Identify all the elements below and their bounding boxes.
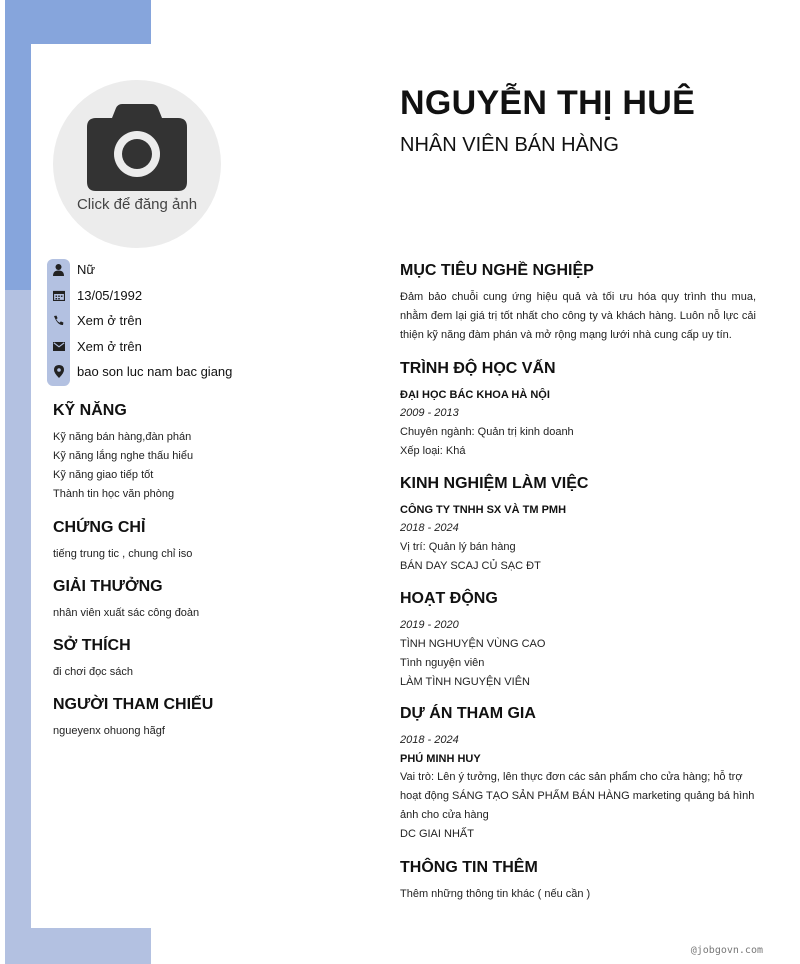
calendar-icon (47, 290, 70, 301)
project-role: Vai trò: Lên ý tưởng, lên thực đơn các sản phẩm cho cửa hàng; hỗ trợ hoạt động SÁNG TẠO SẢN PHẨM BÁN HÀNG marketing quảng bá hình ảnh cho cửa hàng (400, 771, 755, 821)
skill-item: Kỹ năng bán hàng,đàn phán (53, 431, 192, 443)
school-name: ĐẠI HỌC BÁC KHOA HÀ NỘI (400, 389, 550, 401)
email-value: Xem ở trên (77, 339, 142, 354)
contact-birthday (47, 283, 142, 308)
location-pin-icon (47, 365, 70, 378)
reference-item: ngueyenx ohuong hãgf (53, 725, 165, 737)
contact-address (47, 359, 232, 384)
activities-section (400, 590, 756, 692)
activity-desc: LÀM TÌNH NGUYỆN VIÊN (400, 676, 530, 688)
person-icon (47, 264, 70, 276)
certificate-item: tiếng trung tic , chung chỉ iso (53, 548, 193, 560)
objective-section (400, 262, 756, 345)
phone-value: Xem ở trên (77, 313, 142, 328)
watermark: @jobgovn.com (690, 945, 763, 956)
objective-text: Đảm bảo chuỗi cung ứng hiệu quả và tối ưu hóa quy trình thu mua, nhằm đem lại giá trị tốt nhất cho công ty và khách hàng. Luôn nỗ lực cải thiện kỹ năng đàm phán và mở rộng mạng lưới nhà cung cấp uy tín. (400, 291, 756, 341)
skills-section (53, 402, 373, 504)
projects-section (400, 705, 756, 844)
contact-gender (47, 257, 95, 282)
projects-title: DỰ ÁN THAM GIA (400, 705, 536, 722)
education-grade: Xếp loại: Khá (400, 445, 466, 457)
contact-email (47, 334, 142, 359)
experience-title: KINH NGHIỆM LÀM VIỆC (400, 475, 589, 492)
skill-item: Thành tin học văn phòng (53, 488, 175, 500)
awards-title: GIẢI THƯỞNG (53, 578, 163, 595)
gender-value: Nữ (77, 262, 96, 277)
extra-info-title: THÔNG TIN THÊM (400, 859, 538, 876)
certificates-section (53, 519, 373, 564)
candidate-position: NHÂN VIÊN BÁN HÀNG (400, 134, 619, 156)
hobbies-title: SỞ THÍCH (53, 637, 131, 654)
skill-item: Kỹ năng giao tiếp tốt (53, 469, 154, 481)
objective-title: MỤC TIÊU NGHỀ NGHIỆP (400, 262, 594, 279)
references-title: NGƯỜI THAM CHIẾU (53, 696, 214, 713)
experience-role: Vị trí: Quản lý bán hàng (400, 541, 516, 553)
birthday-value: 13/05/1992 (77, 288, 143, 303)
education-period: 2009 - 2013 (400, 407, 459, 419)
activity-period: 2019 - 2020 (400, 619, 459, 631)
references-section (53, 696, 373, 741)
company-name: CÔNG TY TNHH SX VÀ TM PMH (400, 504, 567, 516)
extra-info-section (400, 859, 756, 904)
candidate-name: NGUYỄN THỊ HUÊ (400, 84, 696, 122)
activities-title: HOẠT ĐỘNG (400, 590, 498, 607)
experience-section (400, 475, 756, 576)
project-result: DC GIAI NHẤT (400, 828, 474, 840)
address-value: bao son luc nam bac giang (77, 364, 233, 379)
activity-role: Tình nguyện viên (400, 657, 485, 669)
camera-icon (86, 104, 188, 194)
activity-org: TÌNH NGHUYỆN VÙNG CAO (400, 638, 546, 650)
project-period: 2018 - 2024 (400, 734, 459, 746)
contact-phone (47, 308, 142, 333)
email-icon (47, 342, 70, 351)
hobbies-section (53, 637, 373, 682)
project-name: PHÚ MINH HUY (400, 753, 481, 765)
skill-item: Kỹ năng lắng nghe thấu hiểu (53, 450, 194, 462)
awards-section (53, 578, 373, 623)
avatar-upload-label: Click để đăng ảnh (76, 196, 198, 213)
award-item: nhân viên xuất sác công đoàn (53, 607, 200, 619)
education-title: TRÌNH ĐỘ HỌC VẤN (400, 360, 556, 377)
avatar-upload[interactable] (53, 80, 221, 248)
skills-title: KỸ NĂNG (53, 402, 127, 419)
education-section (400, 360, 756, 461)
experience-desc: BÁN DAY SCAJ CỦ SẠC ĐT (400, 560, 541, 572)
phone-icon (47, 315, 70, 326)
certificates-title: CHỨNG CHỈ (53, 519, 146, 536)
education-major: Chuyên ngành: Quản trị kinh doanh (400, 426, 574, 438)
extra-info-text: Thêm những thông tin khác ( nếu cần ) (400, 888, 591, 900)
experience-period: 2018 - 2024 (400, 522, 459, 534)
hobby-item: đi chơi đọc sách (53, 666, 133, 678)
